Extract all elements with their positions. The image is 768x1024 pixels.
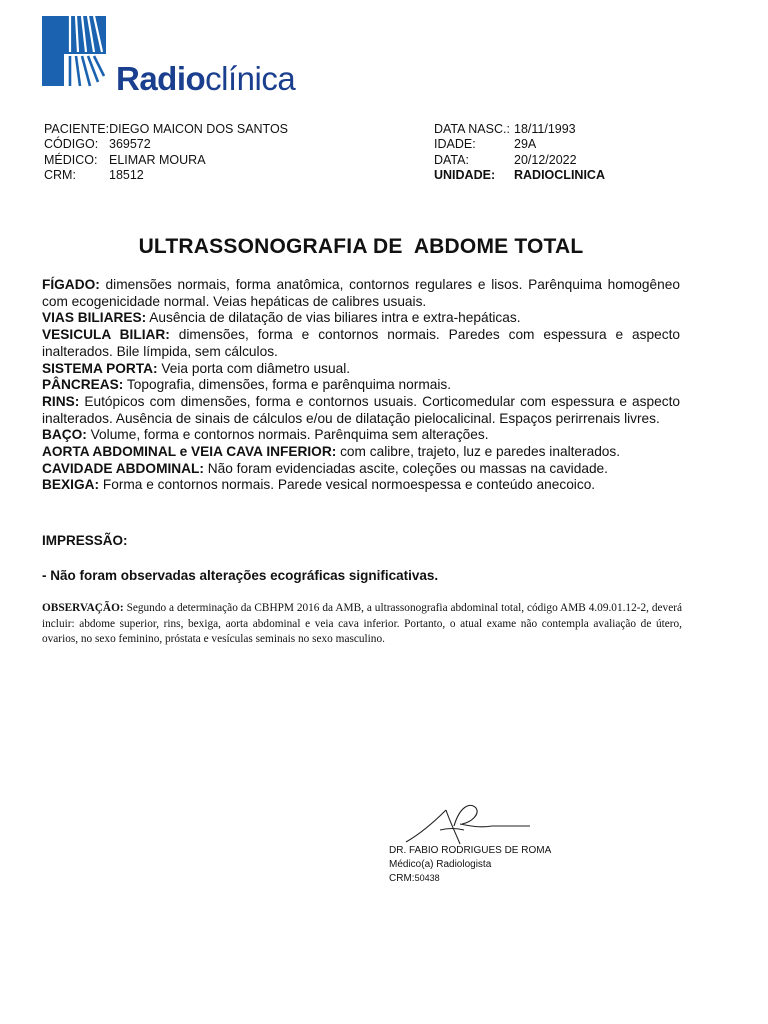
patient-name-row	[44, 122, 288, 137]
impression-label: IMPRESSÃO:	[42, 533, 128, 548]
finding-figado: FÍGADO: dimensões normais, forma anatômica, contornos regulares e lisos. Parênquima homogêneo com ecogenicidade normal. Veias hepáticas de calibres usuais.	[42, 277, 680, 309]
crm-row	[44, 168, 288, 183]
finding-vias-biliares: VIAS BILIARES: Ausência de dilatação de vias biliares intra e extra-hepáticas.	[42, 310, 521, 326]
logo-mark-icon	[40, 16, 112, 88]
signer-name: DR. FABIO RODRIGUES DE ROMA	[389, 845, 552, 856]
finding-aorta: AORTA ABDOMINAL e VEIA CAVA INFERIOR: com calibre, trajeto, luz e paredes inalterados.	[42, 444, 621, 460]
patient-label: PACIENTE:	[44, 122, 110, 136]
signer-crm: 50438	[414, 872, 440, 883]
findings	[42, 277, 680, 494]
code-label: CÓDIGO:	[44, 137, 99, 152]
exam-date-label: DATA:	[434, 152, 469, 167]
unit-label: UNIDADE:	[434, 167, 496, 182]
birth-date-label: DATA NASC.:	[434, 122, 510, 136]
signature-block	[389, 844, 551, 885]
doctor-row	[44, 153, 288, 168]
observation	[42, 601, 682, 648]
patient-info-left	[44, 122, 288, 183]
birth-date-row	[434, 122, 605, 137]
report-title: ULTRASSONOGRAFIA DE ABDOME TOTAL	[138, 235, 584, 258]
birth-date: 18/11/1993	[514, 122, 576, 136]
radioclinica-logo	[40, 16, 320, 97]
finding-cavidade: CAVIDADE ABDOMINAL: Não foram evidenciadas ascite, coleções ou massas na cavidade.	[42, 460, 608, 476]
unit: RADIOCLINICA	[514, 167, 605, 182]
exam-date-row	[434, 153, 605, 168]
finding-rins: RINS: Eutópicos com dimensões, forma e contornos usuais. Corticomedular com espessura e aspecto inalterados. Ausência de sinais de cálculos e/ou de dilatação pielocalicinal. Espaços perirrenais livres.	[42, 393, 680, 426]
patient-info-right	[434, 122, 605, 183]
age-row	[434, 137, 605, 152]
observation-label: OBSERVAÇÃO:	[42, 602, 124, 614]
crm-value: 18512	[109, 167, 144, 182]
doctor-name: ELIMAR MOURA	[109, 152, 206, 167]
finding-baco: BAÇO: Volume, forma e contornos normais. Parênquima sem alterações.	[42, 427, 489, 443]
crm-label: CRM:	[44, 167, 76, 182]
age-label: IDADE:	[434, 137, 476, 152]
exam-date: 20/12/2022	[514, 152, 577, 167]
signer-role: Médico(a) Radiologista	[389, 858, 492, 870]
signer-crm-label: CRM:	[389, 872, 415, 884]
doctor-label: MÉDICO:	[44, 152, 98, 167]
patient-code: 369572	[109, 137, 151, 152]
age: 29A	[514, 137, 537, 152]
observation-text: Segundo a determinação da CBHPM 2016 da AMB, a ultrassonografia abdominal total, código AMB 4.09.01.12-2, deverá incluir: abdome superior, rins, bexiga, aorta abdominal e veia cava inferior. Portanto, o atual exame não contempla avaliação de útero, ovarios, no sexo feminino, próstata e vesículas seminais no sexo masculino.	[42, 602, 682, 646]
brand-name: Radioclínica	[116, 60, 296, 97]
patient-name: DIEGO MAICON DOS SANTOS	[109, 122, 289, 136]
signer-crm-row	[389, 872, 551, 886]
finding-vesicula: VESICULA BILIAR: dimensões, forma e contornos normais. Paredes com espessura e aspecto inalterados. Bile límpida, sem cálculos.	[42, 327, 680, 359]
finding-pancreas: PÂNCREAS: Topografia, dimensões, forma e parênquima normais.	[42, 377, 452, 393]
patient-code-row	[44, 137, 288, 152]
unit-row	[434, 168, 605, 183]
finding-sistema-porta: SISTEMA PORTA: Veia porta com diâmetro usual.	[42, 360, 351, 376]
signature-icon	[400, 800, 540, 848]
conclusion: - Não foram observadas alterações ecográficas significativas.	[42, 568, 439, 583]
finding-bexiga: BEXIGA: Forma e contornos normais. Parede vesical normoespessa e conteúdo anecoico.	[42, 477, 596, 493]
